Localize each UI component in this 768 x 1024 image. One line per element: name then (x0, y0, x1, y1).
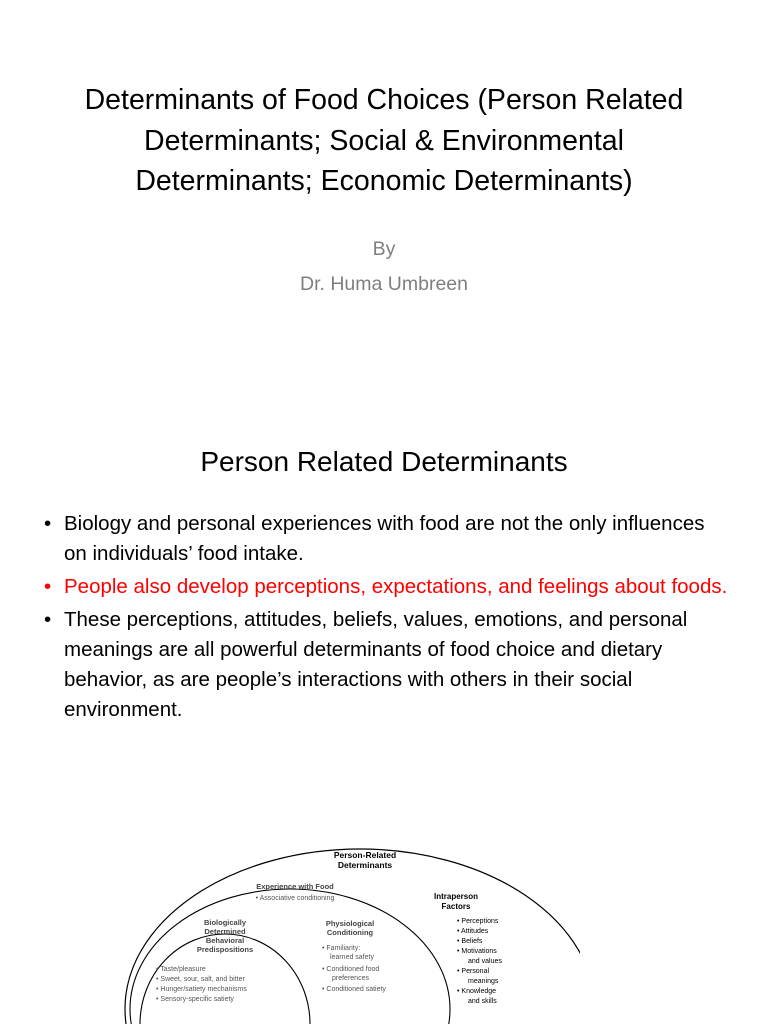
bio-item: • Sensory-specific satiety (156, 996, 234, 1003)
intra-item: • Beliefs (457, 938, 483, 945)
by-label: By (372, 238, 396, 260)
bio-item: • Hunger/satiety mechanisms (156, 986, 247, 993)
author-name: Dr. Huma Umbreen (300, 273, 468, 295)
phys-item: • Conditioned satiety (322, 986, 386, 993)
intra-item: • Attitudes (457, 928, 489, 935)
title-line-1: Determinants of Food Choices (Person Related (84, 84, 684, 116)
bio-title-3: Behavioral (205, 936, 245, 945)
bullet-text: People also develop perceptions, expectations, and feelings about foods. (64, 575, 728, 598)
bullet-item (42, 605, 732, 725)
intra-item: • Perceptions (457, 918, 499, 925)
intra-item: • Knowledge (457, 988, 497, 995)
intra-title-2: Factors (441, 902, 471, 911)
intra-item: meanings (468, 978, 499, 985)
phys-title-1: Physiological (325, 919, 375, 928)
bullet-text: These perceptions, attitudes, beliefs, values, emotions, and personal meanings are all powerful determinants of food choice and dietary behavior, as are people’s interactions with others in their social environment. (64, 608, 688, 721)
intra-item: and skills (468, 998, 497, 1005)
bio-item: • Sweet, sour, salt, and bitter (156, 976, 245, 983)
determinants-diagram (60, 824, 580, 1024)
experience-item: • Associative conditioning (255, 895, 335, 902)
bullet-text: Biology and personal experiences with food are not the only influences on individuals’ food intake. (64, 512, 705, 565)
bio-item: • Taste/pleasure (156, 966, 206, 973)
bullet-marker: • (44, 575, 52, 598)
outer-title-1: Person-Related (333, 850, 397, 860)
presentation-title (40, 80, 728, 202)
bio-title-1: Biologically (203, 918, 247, 927)
bullet-marker: • (44, 608, 52, 631)
intra-item: • Motivations (457, 948, 497, 955)
phys-title-2: Conditioning (326, 928, 374, 937)
bio-title-4: Predispositions (196, 945, 254, 954)
experience-ellipse (130, 889, 450, 1024)
outer-title-2: Determinants (337, 860, 393, 870)
intra-item: • Personal (457, 968, 490, 975)
slide-heading: Person Related Determinants (200, 446, 568, 477)
bullet-list (42, 509, 732, 728)
phys-item: • Conditioned food (322, 966, 380, 973)
diagram-slide (0, 824, 768, 1024)
title-slide (0, 0, 768, 384)
bullet-item-highlighted (42, 572, 732, 602)
title-line-3: Determinants; Economic Determinants) (135, 165, 633, 197)
phys-item: • Familiarity: (322, 945, 361, 952)
intra-title-1: Intraperson (433, 892, 479, 901)
title-line-2: Determinants; Social & Environmental (144, 124, 624, 157)
content-slide (0, 384, 768, 824)
bio-title-2: Determined (204, 927, 246, 936)
phys-item: preferences (332, 975, 369, 982)
bullet-item (42, 509, 732, 569)
experience-title: Experience with Food (256, 882, 334, 891)
phys-item: learned safety (330, 954, 374, 961)
intra-item: and values (468, 958, 502, 965)
bullet-marker: • (44, 512, 52, 535)
